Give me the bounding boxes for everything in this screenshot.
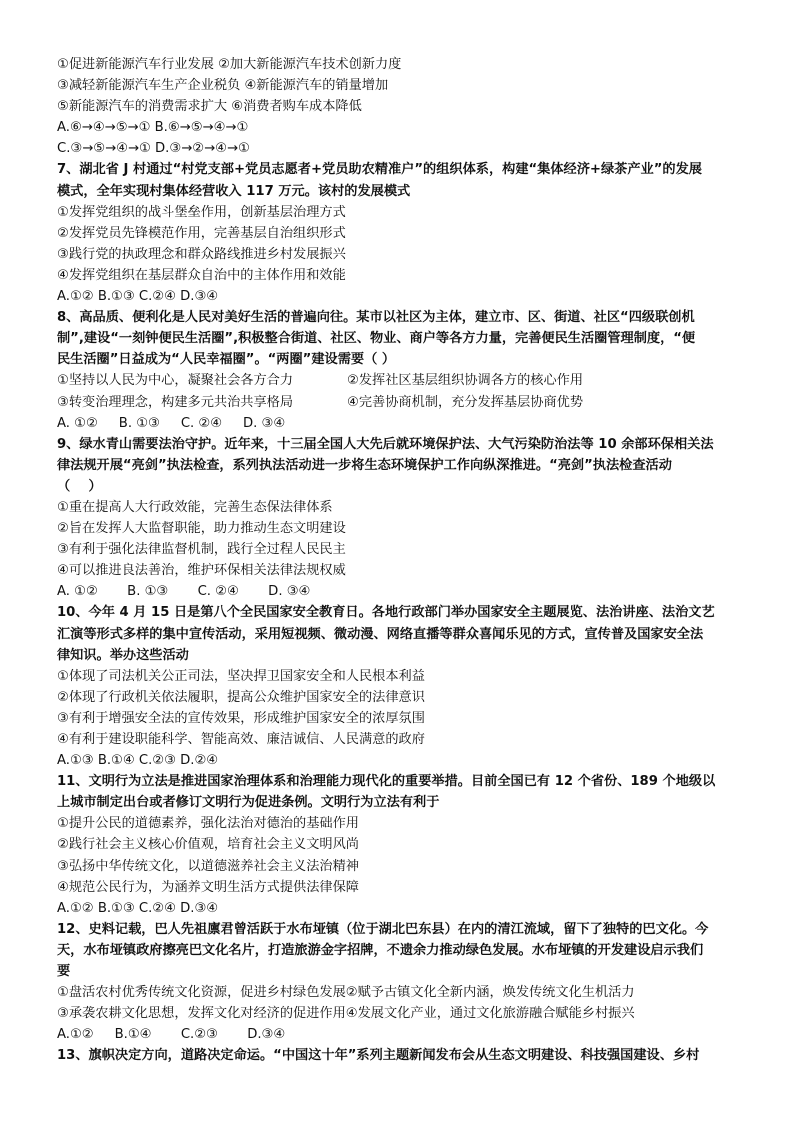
option-line: ③弘扬中华传统文化，以道德滋养社会主义法治精神 [57, 858, 359, 874]
question-7-stem: 7、湖北省 J 村通过“村党支部+党员志愿者+党员助农精准户”的组织体系，构建“集体经济+绿茶产业”的发展 [57, 162, 702, 178]
question-9-stem: 律法规开展“亮剑”执法检查，系列执法活动进一步将生态环境保护工作向纵深推进。“亮剑”执法检查活动 [57, 457, 672, 473]
option-line: ②发挥社区基层组织协调各方的核心作用 [347, 373, 584, 389]
option-line: ①体现了司法机关公正司法，坚决捍卫国家安全和人民根本利益 [57, 668, 425, 684]
question-11-stem: 11、文明行为立法是推进国家治理体系和治理能力现代化的重要举措。目前全国已有 12 个省份、189 个地级以 [57, 774, 716, 790]
answer-choices: A.⑥→④→⑤→① B.⑥→⑤→④→① [57, 120, 249, 136]
answer-choices: A.①② B.①③ C.②④ D.③④ [57, 289, 219, 305]
question-12-stem: 12、史料记载，巴人先祖廪君曾活跃于水布垭镇（位于湖北巴东县）在内的清江流域，留下了独特的巴文化。今 [57, 921, 709, 937]
answer-choices: A.①③ B.①④ C.②③ D.②④ [57, 753, 219, 769]
option-line: ②旨在发挥人大监督职能，助力推动生态文明建设 [57, 521, 346, 537]
question-9-stem: 9、绿水青山需要法治守护。近年来，十三届全国人大先后就环境保护法、大气污染防治法等 10 余部环保相关法 [57, 436, 714, 452]
question-9-stem: （ ） [57, 478, 102, 494]
document-page [57, 54, 747, 1067]
option-line: ③有利于强化法律监督机制，践行全过程人民民主 [57, 542, 346, 558]
option-line: ③承袭农耕文化思想，发挥文化对经济的促进作用④发展文化产业，通过文化旅游融合赋能乡村振兴 [57, 1006, 635, 1022]
question-11-stem: 上城市制定出台或者修订文明行为促进条例。文明行为立法有利于 [57, 795, 440, 811]
option-line: ④发挥党组织在基层群众自治中的主体作用和效能 [57, 267, 346, 283]
option-line: ④完善协商机制，充分发挥基层协商优势 [347, 394, 584, 410]
option-line: ③践行党的执政理念和群众路线推进乡村发展振兴 [57, 246, 346, 262]
question-12-stem: 天，水布垭镇政府擦亮巴文化名片，打造旅游金字招牌，不遗余力推动绿色发展。水布垭镇的开发建设启示我们 [57, 942, 704, 958]
option-line: ①重在提高人大行政效能，完善生态保法律体系 [57, 499, 333, 515]
question-10-stem: 律知识。举办这些活动 [57, 647, 189, 663]
option-line: ②发挥党员先锋模范作用，完善基层自治组织形式 [57, 225, 346, 241]
option-line: ①发挥党组织的战斗堡垒作用，创新基层治理方式 [57, 204, 346, 220]
question-12-stem: 要 [57, 964, 71, 980]
answer-choices: A. ①② B. ①③ C. ②④ D. ③④ [57, 415, 286, 431]
option-line: ④可以推进良法善治，维护环保相关法律法规权威 [57, 563, 346, 579]
question-8-stem: 8、高品质、便利化是人民对美好生活的普遍向往。某市以社区为主体，建立市、区、街道、社区“四级联创机 [57, 310, 695, 326]
option-line: ③转变治理理念，构建多元共治共享格局 [57, 394, 294, 410]
option-line: ⑤新能源汽车的消费需求扩大 ⑥消费者购车成本降低 [57, 99, 362, 115]
question-8-stem: 制”,建设“一刻钟便民生活圈”,积极整合街道、社区、物业、商户等各方力量，完善便民生活圈管理制度，“便 [57, 331, 696, 347]
answer-choices: A.①② B.①④ C.②③ D.③④ [57, 1027, 286, 1043]
option-line: ④有利于建设职能科学、智能高效、廉洁诚信、人民满意的政府 [57, 732, 425, 747]
option-line: ①坚持以人民为中心，凝聚社会各方合力 [57, 373, 294, 389]
option-line: ④规范公民行为，为涵养文明生活方式提供法律保障 [57, 879, 359, 895]
answer-choices: A.①② B.①③ C.②④ D.③④ [57, 900, 219, 916]
answer-choices: A. ①② B. ①③ C. ②④ D. ③④ [57, 584, 311, 600]
option-line: ②践行社会主义核心价值观，培育社会主义文明风尚 [57, 837, 359, 853]
option-line: ①提升公民的道德素养，强化法治对德治的基础作用 [57, 816, 359, 832]
option-line: ①促进新能源汽车行业发展 ②加大新能源汽车技术创新力度 [57, 57, 402, 72]
answer-choices: C.③→⑤→④→① D.③→②→④→① [57, 141, 250, 157]
option-line: ③减轻新能源汽车生产企业税负 ④新能源汽车的销量增加 [57, 78, 389, 94]
option-row [57, 370, 747, 391]
option-row [57, 392, 747, 413]
question-13-stem: 13、旗帜决定方向，道路决定命运。“中国这十年”系列主题新闻发布会从生态文明建设、科技强国建设、乡村 [57, 1048, 700, 1064]
question-7-stem: 模式，全年实现村集体经营收入 117 万元。该村的发展模式 [57, 183, 411, 199]
question-10-stem: 10、今年 4 月 15 日是第八个全民国家安全教育日。各地行政部门举办国家安全主题展览、法治讲座、法治文艺 [57, 605, 715, 621]
option-line: ①盘活农村优秀传统文化资源，促进乡村绿色发展②赋予古镇文化全新内涵，焕发传统文化生机活力 [57, 985, 635, 1001]
option-line: ③有利于增强安全法的宣传效果，形成维护国家安全的浓厚氛围 [57, 710, 425, 726]
option-line: ②体现了行政机关依法履职，提高公众维护国家安全的法律意识 [57, 689, 425, 705]
question-8-stem: 民生活圈”日益成为“人民幸福圈”。“两圈”建设需要（ ） [57, 352, 396, 368]
question-10-stem: 汇演等形式多样的集中宣传活动，采用短视频、微动漫、网络直播等群众喜闻乐见的方式，宣传普及国家安全法 [57, 626, 704, 642]
